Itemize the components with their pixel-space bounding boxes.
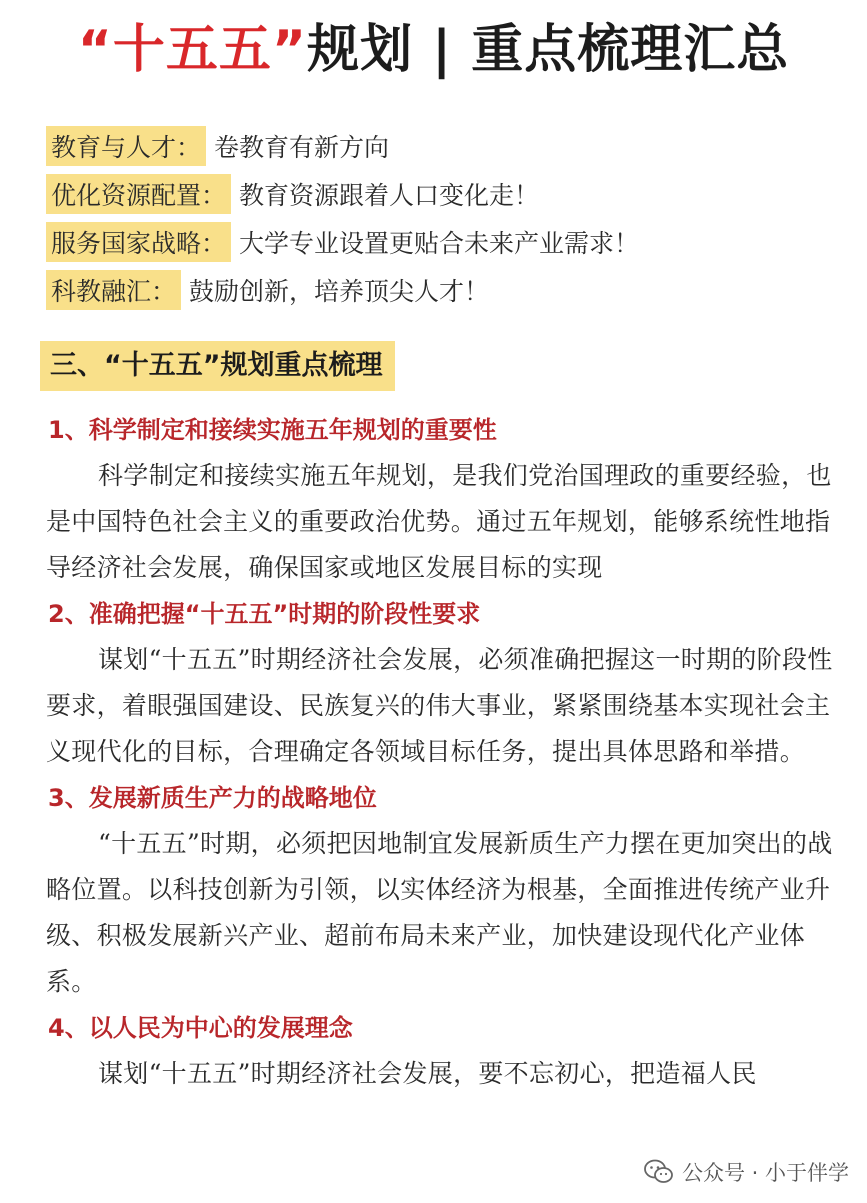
summary-row: [46, 218, 846, 266]
title-red-part: “十五五”: [77, 20, 308, 80]
wechat-watermark: [638, 1157, 849, 1187]
item-heading: 1、科学制定和接续实施五年规划的重要性: [48, 416, 497, 444]
page-title: [0, 14, 867, 86]
summary-label: 科教融汇：: [46, 270, 181, 310]
content-item: [46, 407, 836, 591]
summary-text: 大学专业设置更贴合未来产业需求！: [239, 229, 640, 258]
item-heading: 2、准确把握“十五五”时期的阶段性要求: [48, 600, 481, 628]
summary-label: 教育与人才：: [46, 126, 206, 166]
summary-row: [46, 170, 846, 218]
summary-text: 鼓励创新，培养顶尖人才！: [189, 277, 490, 306]
summary-text: 教育资源跟着人口变化走！: [239, 181, 540, 210]
item-body: “十五五”时期，必须把因地制宜发展新质生产力摆在更加突出的战略位置。以科技创新为引领，以实体经济为根基，全面推进传统产业升级、积极发展新兴产业、超前布局未来产业，加快建设现代化产业体系。: [46, 829, 833, 996]
summary-label: 服务国家战略：: [46, 222, 231, 262]
item-body: 科学制定和接续实施五年规划，是我们党治国理政的重要经验，也是中国特色社会主义的重要政治优势。通过五年规划，能够系统性地指导经济社会发展，确保国家或地区发展目标的实现: [46, 461, 832, 582]
item-body: 谋划“十五五”时期经济社会发展，要不忘初心，把造福人民: [98, 1059, 757, 1088]
wechat-icon: [644, 1159, 674, 1185]
summary-row: [46, 266, 846, 314]
content-item: [46, 775, 836, 1005]
summary-label: 优化资源配置：: [46, 174, 231, 214]
summary-list: [46, 122, 846, 314]
item-heading: 3、发展新质生产力的战略地位: [48, 784, 377, 812]
watermark-text: 公众号 · 小于伴学: [681, 1161, 849, 1185]
content-item: [46, 1005, 836, 1097]
item-body: 谋划“十五五”时期经济社会发展，必须准确把握这一时期的阶段性要求，着眼强国建设、民族复兴的伟大事业，紧紧围绕基本实现社会主义现代化的目标，合理确定各领域目标任务，提出具体思路和举措。: [46, 645, 833, 766]
summary-row: [46, 122, 846, 170]
title-black-part: 规划 | 重点梳理汇总: [307, 20, 790, 80]
item-heading: 4、以人民为中心的发展理念: [48, 1014, 353, 1042]
content-area: [46, 407, 836, 1097]
content-item: [46, 591, 836, 775]
summary-text: 卷教育有新方向: [214, 133, 390, 162]
section-heading: 三、“十五五”规划重点梳理: [40, 341, 395, 391]
